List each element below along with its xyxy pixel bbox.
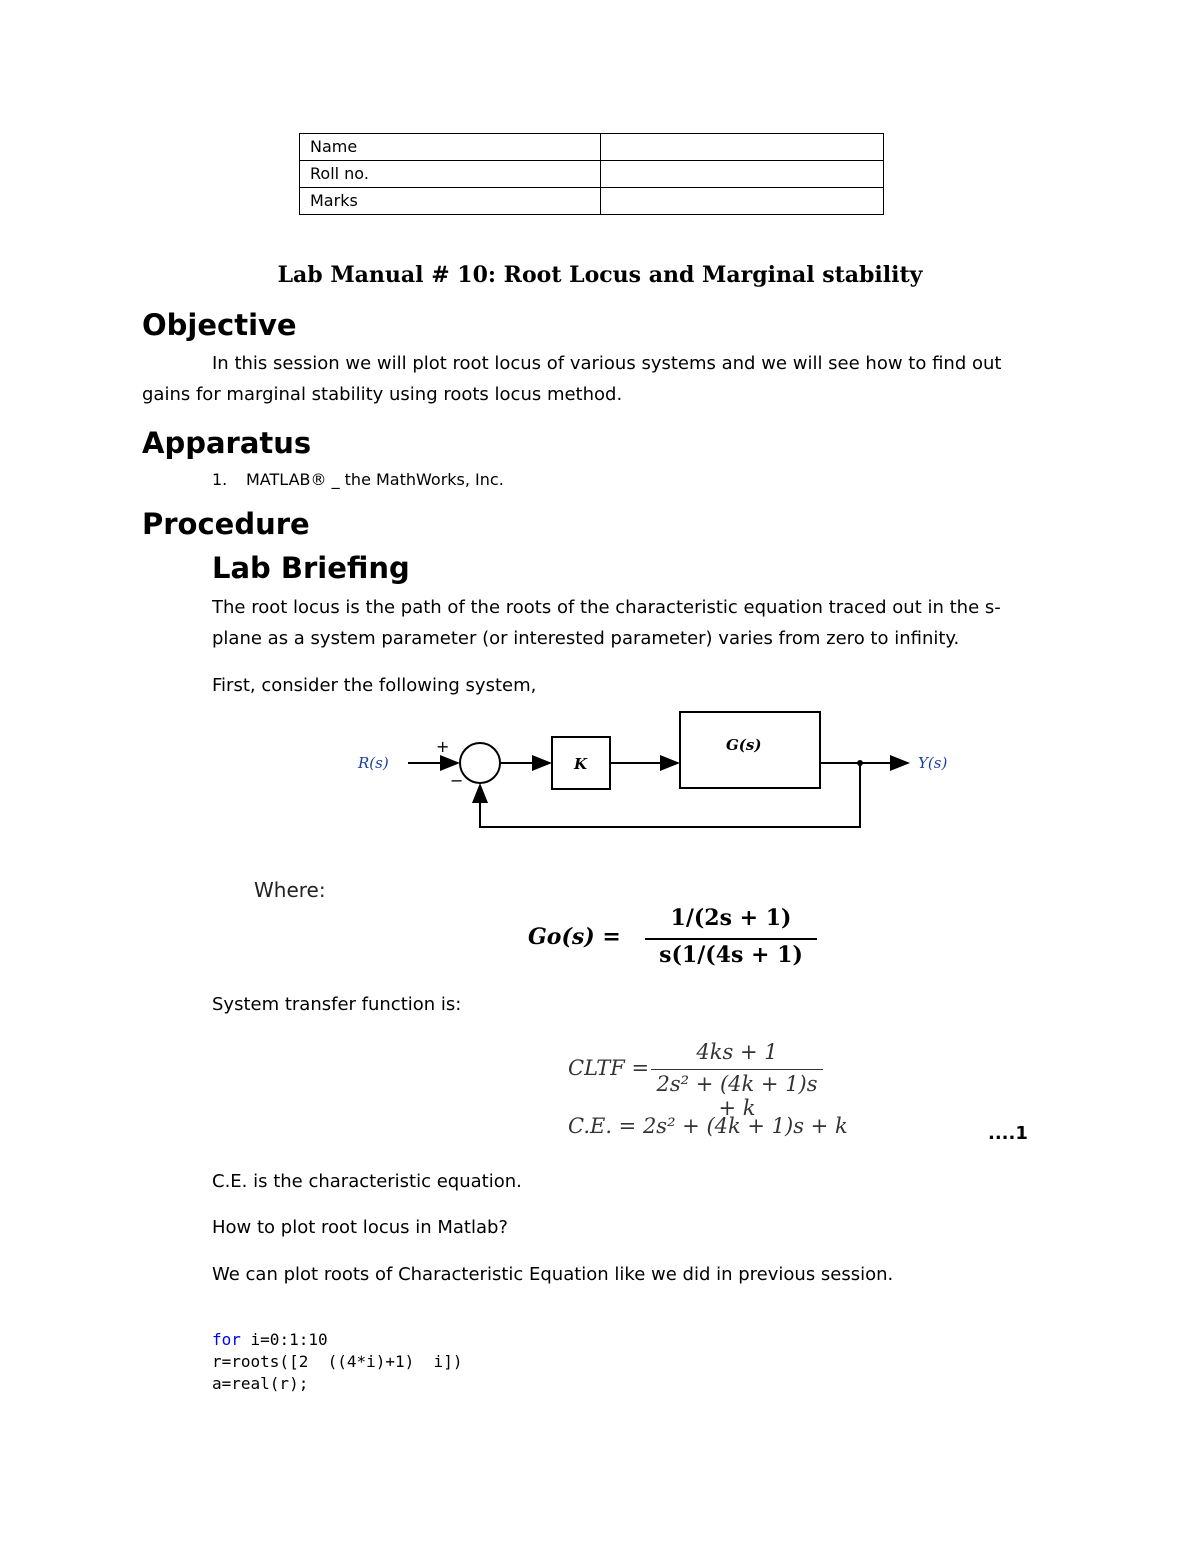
minus-sign: − (450, 771, 464, 790)
cltf-fraction-bar (651, 1069, 823, 1070)
matlab-question: How to plot root locus in Matlab? (212, 1217, 508, 1238)
page-title: Lab Manual # 10: Root Locus and Marginal stability (277, 262, 923, 288)
code-loop-range: i=0:1:10 (240, 1330, 328, 1349)
plus-sign: + (436, 737, 450, 756)
go-fraction-bar (645, 938, 817, 940)
table-row (300, 134, 884, 161)
apparatus-heading: Apparatus (142, 426, 312, 460)
table-row (300, 161, 884, 188)
go-lhs: Go(s) = (528, 924, 621, 950)
system-intro: First, consider the following system, (212, 675, 537, 696)
code-line-1 (212, 1329, 328, 1351)
cltf-denominator: 2s² + (4k + 1)s + k (656, 1072, 818, 1120)
matlab-answer: We can plot roots of Characteristic Equation like we did in previous session. (212, 1264, 894, 1285)
go-denominator: s(1/(4s + 1) (659, 942, 803, 968)
output-label: Y(s) (918, 754, 948, 772)
go-numerator: 1/(2s + 1) (670, 905, 792, 931)
briefing-line-1: The root locus is the path of the roots of the characteristic equation traced out in the s- (212, 597, 1001, 618)
cltf-numerator: 4ks + 1 (696, 1040, 778, 1064)
code-line-2: r=roots([2 ((4*i)+1) i]) (212, 1352, 463, 1371)
feedback-path (480, 763, 860, 827)
name-label: Name (300, 134, 601, 161)
table-row (300, 188, 884, 215)
marks-field[interactable] (601, 188, 884, 215)
where-label: Where: (254, 878, 326, 902)
cltf-lhs: CLTF = (568, 1056, 650, 1080)
apparatus-item-text: MATLAB® _ the MathWorks, Inc. (246, 470, 504, 489)
summing-junction (460, 743, 500, 783)
equation-number: ....1 (988, 1123, 1028, 1144)
gain-label: K (574, 755, 588, 773)
name-field[interactable] (601, 134, 884, 161)
code-keyword: for (212, 1330, 241, 1349)
student-info-table (299, 133, 884, 215)
characteristic-equation: C.E. = 2s² + (4k + 1)s + k (568, 1114, 848, 1138)
apparatus-item-number: 1. (212, 470, 228, 489)
transfer-label: System transfer function is: (212, 994, 462, 1015)
briefing-line-2: plane as a system parameter (or interested parameter) varies from zero to infinity. (212, 628, 960, 649)
ce-note: C.E. is the characteristic equation. (212, 1171, 522, 1192)
input-label: R(s) (358, 754, 389, 772)
objective-line-2: gains for marginal stability using roots locus method. (142, 384, 623, 405)
marks-label: Marks (300, 188, 601, 215)
roll-no-field[interactable] (601, 161, 884, 188)
roll-no-label: Roll no. (300, 161, 601, 188)
code-line-3: a=real(r); (212, 1374, 309, 1393)
procedure-heading: Procedure (142, 507, 310, 541)
objective-line-1: In this session we will plot root locus of various systems and we will see how to find out (212, 353, 1002, 374)
block-diagram (340, 700, 970, 840)
plant-label: G(s) (726, 736, 762, 754)
objective-heading: Objective (142, 308, 297, 342)
lab-briefing-heading: Lab Briefing (212, 551, 410, 585)
